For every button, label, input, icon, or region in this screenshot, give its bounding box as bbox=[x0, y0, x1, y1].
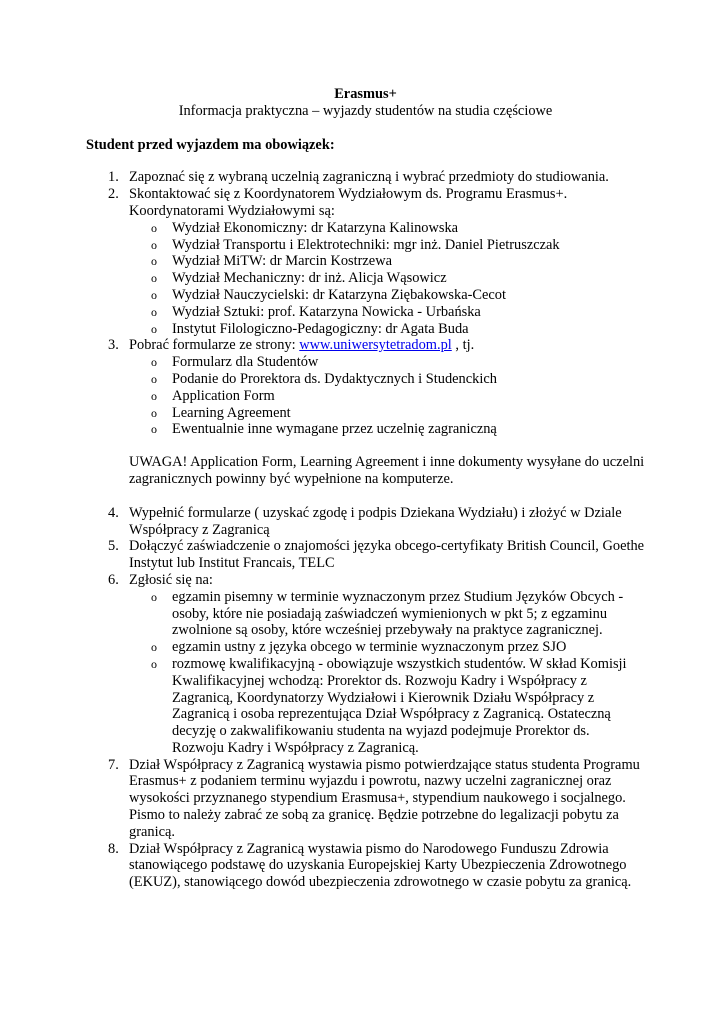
sub-list-item: o rozmowę kwalifikacyjną - obowiązuje wszystkich studentów. W skład Komisji Kwalifikacyjnej wchodzą: Prorektor ds. Rozwoju Kadry i Współpracy z Zagranicą, Koordynatorzy Wydziałowi i Kierownik Działu Współpracy z Zagranicą i osoba reprezentująca Dział Współpracy z Zagranicą. Ostateczną decyzję o zakwalifikowaniu studenta na wyjazd podejmuje Prorektor ds. Rozwoju Kadry i Współpracy z Zagranicą. bbox=[172, 656, 645, 757]
list-item-text: Pobrać formularze ze strony: bbox=[129, 337, 300, 354]
sub-list-item: o Wydział Mechaniczny: dr inż. Alicja Wąsowicz bbox=[172, 270, 645, 287]
list-item-text: Dołączyć zaświadczenie o znajomości języka obcego-certyfikaty British Council, Goethe Instytut lub Institut Francais, TELC bbox=[129, 538, 645, 572]
list-item-text: Skontaktować się z Koordynatorem Wydziałowym ds. Programu Erasmus+. Koordynatorami Wydziałowymi są: bbox=[129, 186, 568, 219]
list-item-1 bbox=[129, 169, 645, 186]
sub-list-item: o Podanie do Prorektora ds. Dydaktycznych i Studenckich bbox=[172, 371, 645, 388]
list-item-text: Zapoznać się z wybraną uczelnią zagraniczną i wybrać przedmioty do studiowania. bbox=[129, 169, 609, 186]
document-title: Erasmus+ bbox=[334, 86, 397, 102]
list-item-text-suffix: , tj. bbox=[451, 337, 475, 354]
list-item-3 bbox=[129, 337, 645, 487]
warning-note: UWAGA! Application Form, Learning Agreement i inne dokumenty wysyłane do uczelni zagranicznych powinny być wypełnione na komputerze. bbox=[129, 454, 645, 487]
list-item-7 bbox=[129, 757, 645, 841]
list-item-text: Zgłosić się na: bbox=[129, 571, 213, 588]
sub-list-item: o Wydział Sztuki: prof. Katarzyna Nowicka - Urbańska bbox=[172, 304, 645, 321]
sub-list-item: o egzamin pisemny w terminie wyznaczonym przez Studium Języków Obcych - osoby, które nie posiadają zaświadczeń wymienionych w pkt 5; z egzaminu zwolnione są osoby, które wcześniej przebywały na praktyce zagranicznej. bbox=[172, 589, 645, 639]
list-item-text: Dział Współpracy z Zagranicą wystawia pismo potwierdzające status studenta Programu Erasmus+ z podaniem terminu wyjazdu i powrotu, nazwy uczelni zagranicznej oraz wysokości przyznanego stypendium Erasmusa+, stypendium naukowego i socjalnego. Pismo to należy zabrać ze sobą za granicę. Będzie potrzebne do legalizacji pobytu za granicą. bbox=[129, 756, 640, 840]
obligations-list bbox=[86, 169, 645, 891]
sub-list-item: o Learning Agreement bbox=[172, 405, 645, 422]
sub-list-item: o Wydział Ekonomiczny: dr Katarzyna Kalinowska bbox=[172, 220, 645, 237]
list-item-4 bbox=[129, 505, 645, 539]
list-item-5 bbox=[129, 538, 645, 572]
list-item-2 bbox=[129, 186, 645, 337]
sub-list-item: o Instytut Filologiczno-Pedagogiczny: dr Agata Buda bbox=[172, 321, 645, 338]
document-subtitle: Informacja praktyczna – wyjazdy studentów na studia częściowe bbox=[178, 102, 553, 119]
section-heading: Student przed wyjazdem ma obowiązek: bbox=[86, 136, 335, 153]
list-item-6 bbox=[129, 572, 645, 757]
forms-list bbox=[129, 354, 645, 438]
list-item-text: Dział Współpracy z Zagranicą wystawia pismo do Narodowego Funduszu Zdrowia stanowiącego podstawę do uzyskania Europejskiej Karty Ubezpieczenia Zdrowotnego (EKUZ), stanowiącego dowód ubezpieczenia zdrowotnego w czasie pobytu za granicą. bbox=[129, 840, 632, 891]
sub-list-item: o Wydział Transportu i Elektrotechniki: mgr inż. Daniel Pietruszczak bbox=[172, 237, 645, 254]
sub-list-item: o Application Form bbox=[172, 388, 645, 405]
list-item-text: Wypełnić formularze ( uzyskać zgodę i podpis Dziekana Wydziału) i złożyć w Dziale Współpracy z Zagranicą bbox=[129, 504, 622, 538]
sub-list-item: o Ewentualnie inne wymagane przez uczelnię zagraniczną bbox=[172, 421, 645, 438]
sub-list-item: o egzamin ustny z języka obcego w terminie wyznaczonym przez SJO bbox=[172, 639, 645, 656]
sub-list-item: o Wydział Nauczycielski: dr Katarzyna Ziębakowska-Cecot bbox=[172, 287, 645, 304]
exams-list bbox=[129, 589, 645, 757]
sub-list-item: o Wydział MiTW: dr Marcin Kostrzewa bbox=[172, 253, 645, 270]
coordinators-list bbox=[129, 220, 645, 338]
list-item-8 bbox=[129, 841, 645, 891]
sub-list-item: o Formularz dla Studentów bbox=[172, 354, 645, 371]
university-website-link[interactable]: www.uniwersytetradom.pl bbox=[299, 337, 452, 354]
